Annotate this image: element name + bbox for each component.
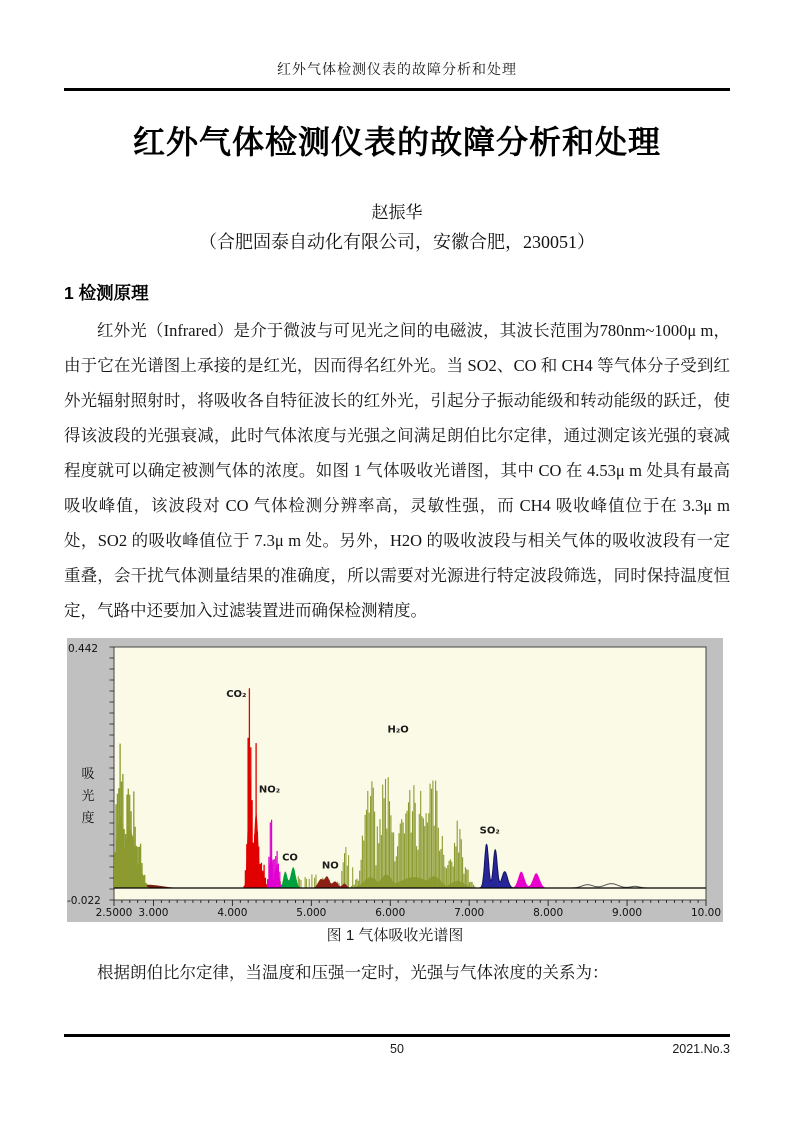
svg-text:5.000: 5.000 xyxy=(296,907,327,919)
gas-label-SO2: SO₂ xyxy=(479,825,500,837)
page-footer xyxy=(64,1034,730,1061)
author-name: 赵振华 xyxy=(371,203,423,222)
figure-caption: 图 1 气体吸收光谱图 xyxy=(326,927,464,944)
gas-label-CO2: CO₂ xyxy=(226,689,247,701)
figure-1 xyxy=(67,638,723,947)
spectrum-chart xyxy=(67,638,723,922)
section-heading: 1 检测原理 xyxy=(64,283,149,303)
svg-text:吸: 吸 xyxy=(81,766,95,781)
gas-label-NO: NO xyxy=(321,860,339,872)
svg-text:-0.022: -0.022 xyxy=(67,895,101,907)
svg-text:3.000: 3.000 xyxy=(138,907,169,919)
svg-text:10.00: 10.00 xyxy=(690,907,722,919)
svg-text:度: 度 xyxy=(81,810,95,825)
gas-label-CO: CO xyxy=(282,852,298,864)
issue-label: 2021.No.3 xyxy=(672,1042,730,1056)
gas-label-H2O: H₂O xyxy=(387,724,409,736)
svg-text:光: 光 xyxy=(81,788,95,803)
svg-text:8.000: 8.000 xyxy=(533,907,564,919)
gas-label-NO2: NO₂ xyxy=(258,784,281,796)
svg-text:7.000: 7.000 xyxy=(454,907,485,919)
body-paragraph-2: 根据朗伯比尔定律，当温度和压强一定时，光强与气体浓度的关系为： xyxy=(97,963,609,982)
body-paragraph-1: 红外光（Infrared）是介于微波与可见光之间的电磁波，其波长范围为780nm~1000μ m，由于它在光谱图上承接的是红光，因而得名红外光。当 SO2、CO 和 CH4 等气体分子受到红外光辐射照射时，将吸收各自特征波长的红外光，引起分子振动能级和转动能级的跃迁，使得该波段的光强衰减，此时气体浓度与光强之间满足朗伯比尔定律，通过测定该光强的衰减程度就可以确定被测气体的浓度。如图 1 气体吸收光谱图，其中 CO 在 4.53μ m 处具有最高吸收峰值，该波段对 CO 气体检测分辨率高，灵敏性强，而 CH4 吸收峰值位于在 3.3μ m 处，SO2 的吸收峰值位于 7.3μ m 处。另外，H2O 的吸收波段与相关气体的吸收波段有一定重叠，会干扰气体测量结果的准确度，所以需要对光源进行特定波段筛选，同时保持温度恒定，气路中还要加入过滤装置进而确保检测精度。 xyxy=(64,321,730,620)
footer-row xyxy=(64,1037,730,1061)
svg-text:0.442: 0.442 xyxy=(68,643,99,655)
svg-text:2.5000: 2.5000 xyxy=(95,907,133,919)
author-affiliation: （合肥固泰自动化有限公司，安徽合肥，230051） xyxy=(199,232,595,252)
page-content xyxy=(64,0,730,990)
page-number: 50 xyxy=(390,1042,404,1056)
page-title: 红外气体检测仪表的故障分析和处理 xyxy=(132,124,661,160)
svg-text:9.000: 9.000 xyxy=(612,907,643,919)
running-head: 红外气体检测仪表的故障分析和处理 xyxy=(64,62,730,91)
svg-text:4.000: 4.000 xyxy=(217,907,248,919)
svg-text:6.000: 6.000 xyxy=(375,907,406,919)
